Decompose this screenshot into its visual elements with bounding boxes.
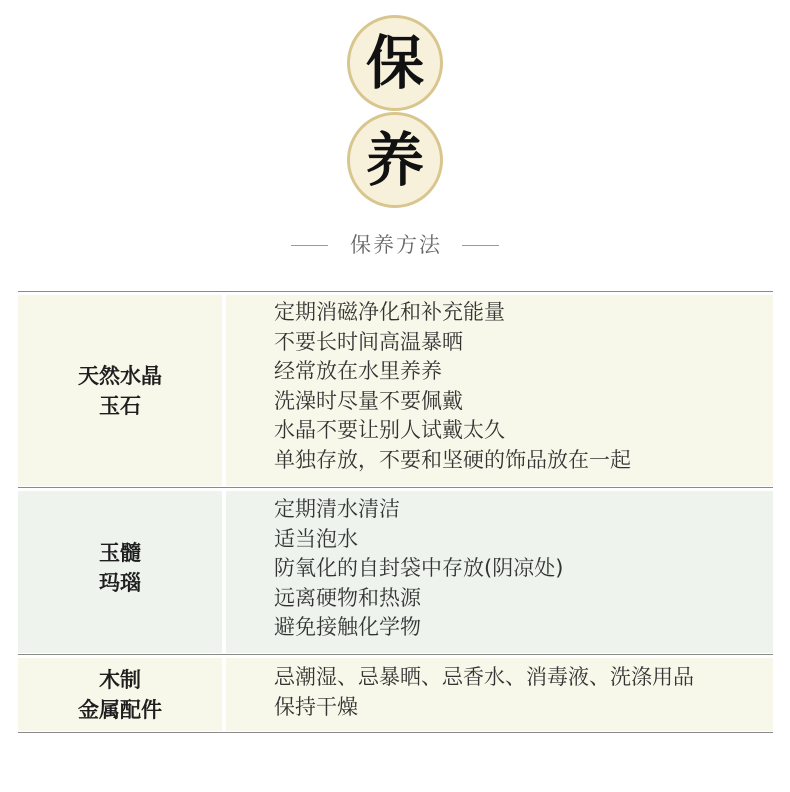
category-label: 木制 <box>99 667 141 692</box>
seal-char-yang: 养 <box>365 126 424 194</box>
tips-cell <box>226 491 773 653</box>
tip-item: 定期清水清洁 <box>274 497 400 521</box>
tips-cell <box>226 295 773 486</box>
care-row-chalcedony <box>18 487 773 654</box>
tip-item: 适当泡水 <box>274 526 358 551</box>
heading-rule-right <box>462 245 499 246</box>
category-label: 金属配件 <box>78 697 162 722</box>
category-label: 玉石 <box>99 393 141 418</box>
heading-rule-left <box>291 245 328 246</box>
tip-item: 远离硬物和热源 <box>274 585 421 610</box>
tip-item: 防氧化的自封袋中存放(阴凉处) <box>274 556 564 581</box>
tip-item: 避免接触化学物 <box>274 615 421 640</box>
tip-item: 洗澡时尽量不要佩戴 <box>274 388 463 413</box>
care-table <box>18 291 773 733</box>
care-row-wood-metal <box>18 654 773 733</box>
seal-badge-yang <box>347 112 443 208</box>
tip-item: 水晶不要让别人试戴太久 <box>274 418 505 443</box>
tips-cell <box>226 658 773 731</box>
category-label: 天然水晶 <box>78 363 162 388</box>
tip-item: 保持干燥 <box>274 694 358 719</box>
section-heading <box>0 231 790 259</box>
category-cell <box>18 295 222 486</box>
seal-char-bao: 保 <box>365 29 424 97</box>
care-row-crystal <box>18 291 773 487</box>
category-cell <box>18 658 222 731</box>
tip-item: 不要长时间高温暴晒 <box>274 329 463 354</box>
category-label: 玛瑙 <box>99 571 141 595</box>
seal-badge-bao <box>347 15 443 111</box>
tip-item: 单独存放，不要和坚硬的饰品放在一起 <box>274 447 631 472</box>
category-cell <box>18 491 222 653</box>
section-title: 保养方法 <box>350 233 442 257</box>
category-label: 玉髓 <box>99 541 141 565</box>
tip-item: 定期消磁净化和补充能量 <box>274 300 505 324</box>
tip-item: 忌潮湿、忌暴晒、忌香水、消毒液、洗涤用品 <box>274 665 694 689</box>
tip-item: 经常放在水里养养 <box>274 359 442 384</box>
